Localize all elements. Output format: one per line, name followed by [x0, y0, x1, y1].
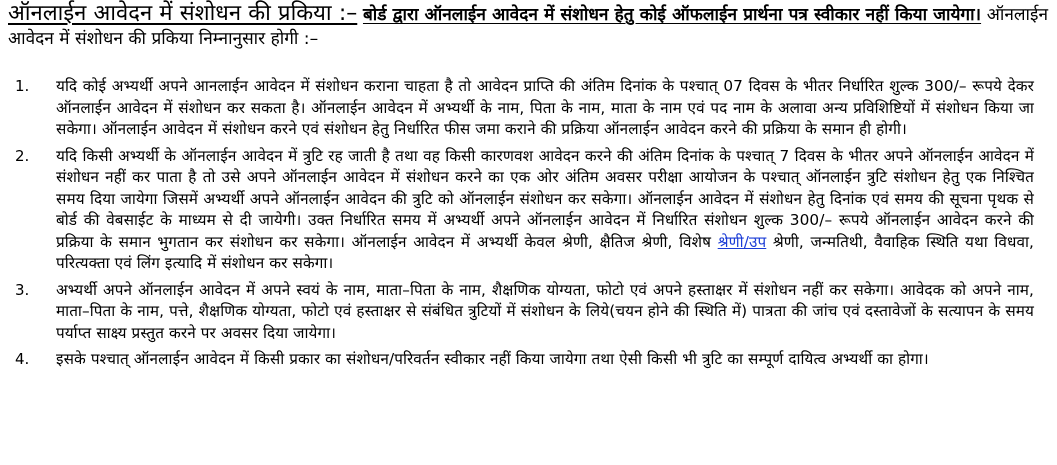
item-text-part: श्रेणी, जन्मतिथी, वैवाहिक स्थिति यथा विधवा, परित्यक्ता एवं लिंग इत्यादि में संशोधन कर सकेगा। — [56, 232, 1034, 272]
item-text: यदि कोई अभ्यर्थी अपने आनलाईन आवेदन में संशोधन कराना चाहता है तो आवेदन प्राप्ति की अंतिम दिनांक के पश्चात् 07 दिवस के भीतर निर्धारित शुल्क 300/– रूपये देकर ऑनलाईन आवेदन में संशोधन कर सकता है। ऑनलाईन आवेदन में अभ्यर्थी के नाम, पिता के नाम, माता के नाम एवं पद नाम के अलावा अन्य प्रविशिष्टियों में संशोधन किया जा सकेगा। ऑनलाईन आवेदन में संशोधन करने एवं संशोधन हेतु निर्धारित फीस जमा कराने की प्रक्रिया ऑनलाईन आवेदन करने की प्रक्रिया के समान ही होगी। — [56, 77, 1034, 138]
page-title: ऑनलाईन आवेदन में संशोधन की प्रकिया :– — [8, 1, 358, 26]
list-item — [0, 349, 1057, 371]
item-number: 1. — [15, 77, 30, 95]
intro-text: ऑनलाईन आवेदन में संशोधन की प्रकिया निम्नानुसार होगी :– — [8, 5, 1048, 49]
offline-notice: बोर्ड द्वारा ऑनलाईन आवेदन में संशोधन हेतु कोई ऑफलाईन प्रार्थना पत्र स्वीकार नहीं किया जायेगा। — [362, 5, 982, 25]
item-number: 4. — [15, 350, 30, 368]
item-text: इसके पश्चात् ऑनलाईन आवेदन में किसी प्रकार का संशोधन/परिवर्तन स्वीकार नहीं किया जायेगा तथा ऐसी किसी भी त्रुटि का सम्पूर्ण दायित्व अभ्यर्थी का होगा। — [56, 350, 929, 368]
item-text-part: यदि किसी अभ्यर्थी के ऑनलाईन आवेदन में त्रुटि रह जाती है तथा वह किसी कारणवश आवेदन करने की अंतिम दिनांक के पश्चात् 7 दिवस के भीतर अपने ऑनलाईन आवेदन में संशोधन नहीं कर पाता है तो उसे अपने ऑनलाईन आवेदन में संशोधन करने का एक ओर अंतिम अवसर परीक्षा आयोजन के पश्चात् ऑनलाईन त्रुटि संशोधन हेतु एक निश्चित समय दिया जायेगा जिसमें अभ्यर्थी अपने ऑनलाईन आवेदन की त्रुटि को ऑनलाईन संशोधन कर सकेगा। ऑनलाईन आवेदन में संशोधन हेतु दिनांक एवं समय की सूचना पृथक से बोर्ड की वेबसाईट के माध्यम से दी जायेगी। उक्त निर्धारित समय में अभ्यर्थी अपने ऑनलाईन आवेदन में निर्धारित संशोधन शुल्क 300/– रूपये ऑनलाईन आवेदन करने की प्रक्रिया के समान भुगतान कर संशोधन कर सकेगा। ऑनलाईन आवेदन में अभ्यर्थी केवल श्रेणी, क्षैतिज श्रेणी, विशेष — [56, 146, 1034, 251]
procedure-list — [0, 76, 1057, 376]
item-text: अभ्यर्थी अपने ऑनलाईन आवेदन में अपने स्वयं के नाम, माता–पिता के नाम, शैक्षणिक योग्यता, फोटो एवं अपने हस्ताक्षर में संशोधन नहीं कर सकेगा। आवेदक को अपने नाम, माता–पिता के नाम, पत्ते, शैक्षणिक योग्यता, फोटो एवं हस्ताक्षर से संबंधित त्रुटियों में संशोधन के लिये(चयन होने की स्थिति में) पात्रता की जांच एवं दस्तावेजों के सत्यापन के समय पर्याप्त साक्ष्य प्रस्तुत करने पर अवसर दिया जायेगा। — [56, 280, 1034, 342]
section-heading — [8, 2, 1048, 51]
category-link[interactable]: श्रेणी/उप — [717, 232, 767, 251]
list-item — [0, 280, 1057, 345]
list-item — [0, 146, 1057, 275]
item-text — [56, 146, 1034, 275]
list-item — [0, 76, 1057, 141]
item-number: 2. — [15, 146, 30, 165]
item-number: 3. — [15, 280, 30, 299]
